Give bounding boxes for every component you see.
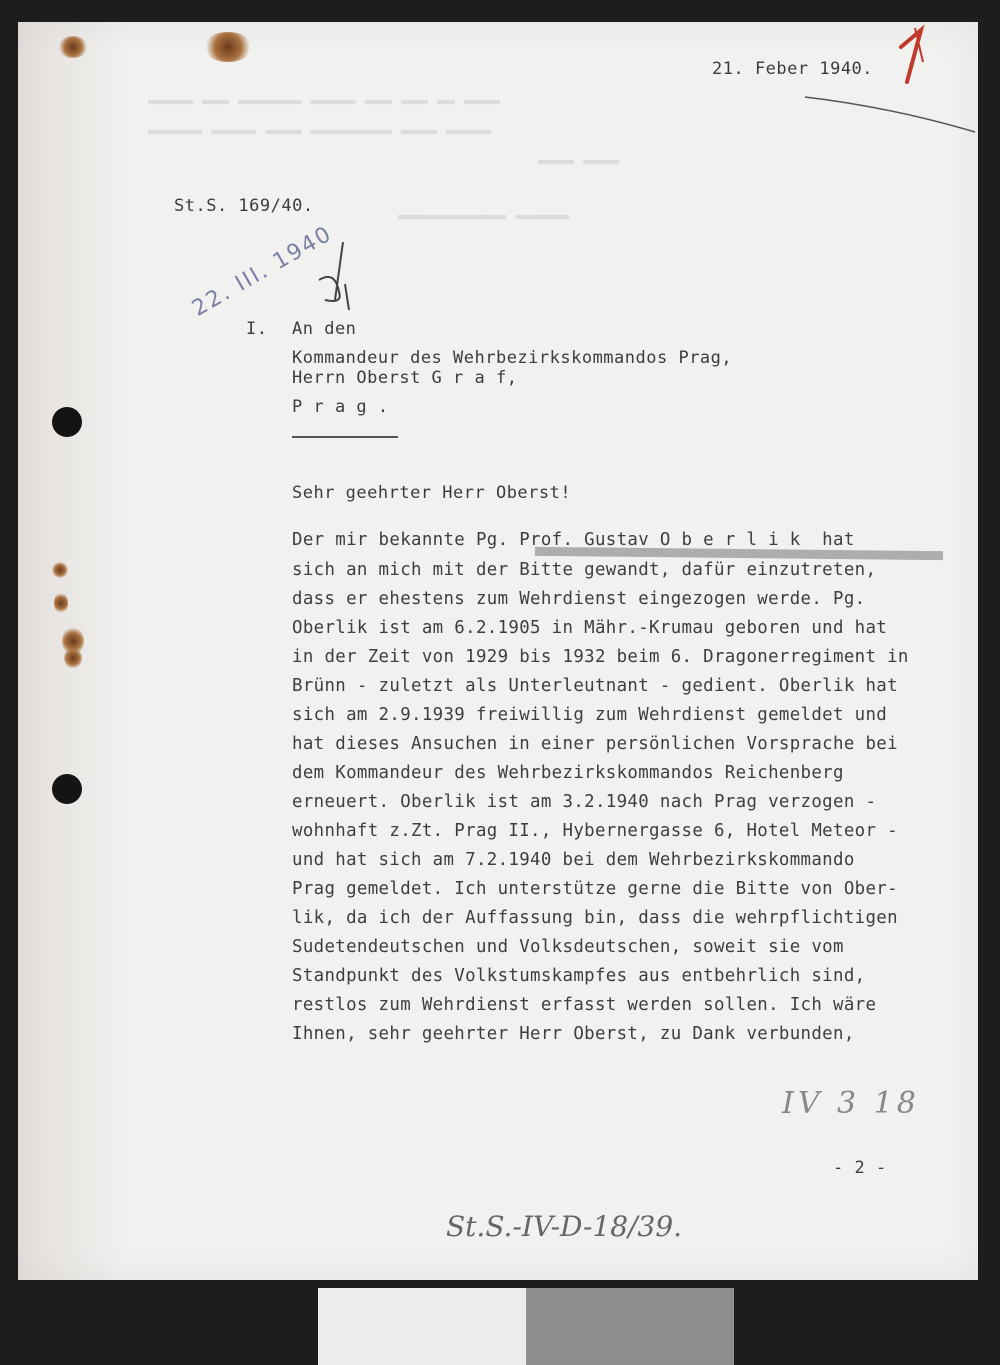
body-line: wohnhaft z.Zt. Prag II., Hybernergasse 6, Hotel Meteor - [292, 821, 898, 841]
show-through-text: ▬▬▬▬▬ ▬▬▬ ▬▬▬▬▬▬▬ ▬▬▬▬▬ ▬▬▬ ▬▬▬ ▬▬ ▬▬▬▬ [148, 92, 501, 110]
punch-hole [52, 407, 82, 437]
body-line: hat dieses Ansuchen in einer persönlichen Vorsprache bei [292, 734, 898, 754]
handwritten-initials [305, 240, 365, 320]
body-line: Der mir bekannte Pg. Prof. Gustav O b e r l i k hat [292, 530, 855, 550]
margin-line [800, 92, 980, 137]
address-line-1: An den [292, 319, 357, 339]
scan-gray-strip [526, 1288, 734, 1365]
body-line: Prag gemeldet. Ich unterstütze gerne die Bitte von Ober- [292, 879, 898, 899]
received-date-stamp: 22. III. 1940 [188, 221, 337, 322]
body-line: erneuert. Oberlik ist am 3.2.1940 nach Prag verzogen - [292, 792, 877, 812]
punch-hole [52, 774, 82, 804]
body-line: in der Zeit von 1929 bis 1932 beim 6. Dragonerregiment in [292, 647, 909, 667]
handwritten-reference: IV 3 18 [782, 1086, 920, 1121]
body-line: restlos zum Wehrdienst erfasst werden sollen. Ich wäre [292, 995, 877, 1015]
body-line: dem Kommandeur des Wehrbezirkskommandos Reichenberg [292, 763, 844, 783]
body-line: lik, da ich der Auffassung bin, dass die wehrpflichtigen [292, 908, 898, 928]
archive-signature: St.S.-IV-D-18/39. [446, 1210, 683, 1243]
address-numbering: I. [246, 319, 268, 339]
scan-color-strip [318, 1288, 526, 1365]
page-continuation: - 2 - [833, 1158, 887, 1178]
red-pencil-mark [893, 22, 933, 92]
body-line: Oberlik ist am 6.2.1905 in Mähr.-Krumau geboren und hat [292, 618, 888, 638]
document-date: 21. Feber 1940. [712, 59, 874, 79]
address-underline [292, 436, 398, 438]
show-through-text: ▬▬▬▬▬▬ ▬▬▬▬▬ ▬▬▬▬ ▬▬▬▬▬▬▬▬▬ ▬▬▬▬ ▬▬▬▬▬ [148, 122, 492, 140]
address-line-4: P r a g . [292, 397, 389, 417]
show-through-text: ▬▬▬▬ ▬▬▬▬ [538, 152, 620, 170]
rust-stain [64, 647, 82, 669]
body-line: sich an mich mit der Bitte gewandt, dafür einzutreten, [292, 560, 877, 580]
reference-number: St.S. 169/40. [174, 196, 314, 216]
body-line: sich am 2.9.1939 freiwillig zum Wehrdienst gemeldet und [292, 705, 888, 725]
body-line: Standpunkt des Volkstumskampfes aus entbehrlich sind, [292, 966, 866, 986]
rust-stain [52, 562, 68, 578]
body-line: dass er ehestens zum Wehrdienst eingezogen werde. Pg. [292, 589, 866, 609]
show-through-text: ▬▬▬▬▬▬▬▬▬▬▬▬ ▬▬▬▬▬▬ [398, 207, 570, 225]
body-line: Brünn - zuletzt als Unterleutnant - gedient. Oberlik hat [292, 676, 898, 696]
salutation: Sehr geehrter Herr Oberst! [292, 483, 572, 503]
body-line: und hat sich am 7.2.1940 bei dem Wehrbezirkskommando [292, 850, 855, 870]
address-line-3: Herrn Oberst G r a f, [292, 368, 518, 388]
body-line: Sudetendeutschen und Volksdeutschen, soweit sie vom [292, 937, 844, 957]
rust-stain [54, 592, 68, 614]
address-line-2: Kommandeur des Wehrbezirkskommandos Prag, [292, 348, 733, 368]
body-line: Ihnen, sehr geehrter Herr Oberst, zu Dank verbunden, [292, 1024, 855, 1044]
rust-stain [203, 32, 253, 62]
rust-stain [58, 36, 88, 58]
